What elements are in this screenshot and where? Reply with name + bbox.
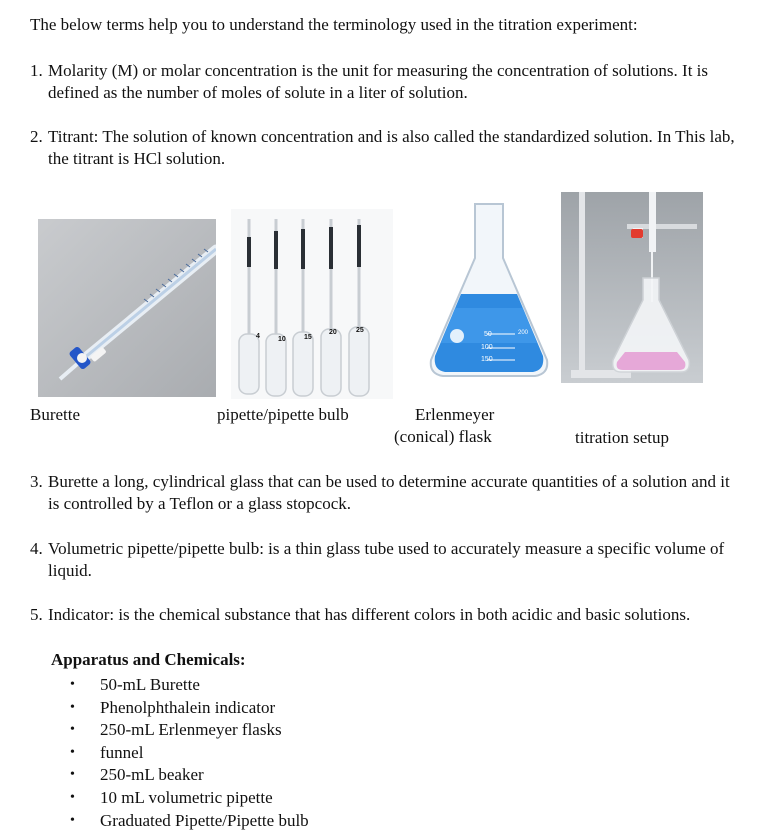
list-item <box>50 697 450 720</box>
pipette-label: 15 <box>304 334 312 341</box>
list-item <box>50 787 450 810</box>
list-item-text: 10 mL volumetric pipette <box>100 787 273 807</box>
list-item <box>50 810 450 832</box>
pipette-caption: pipette/pipette bulb <box>217 405 349 424</box>
list-item <box>50 764 450 787</box>
term-text: Volumetric pipette/pipette bulb: is a thin glass tube used to accurately measure a specific volume of liquid. <box>48 539 725 580</box>
flask-caption-line1: Erlenmeyer <box>415 405 495 424</box>
flask-label: 50 <box>484 331 492 338</box>
flask-label: 200 <box>518 330 529 336</box>
term-titrant <box>30 126 742 170</box>
burette-image <box>38 219 216 397</box>
term-number: 5. <box>30 605 43 624</box>
list-item-text: Graduated Pipette/Pipette bulb <box>100 810 309 830</box>
pipette-label: 10 <box>278 336 286 343</box>
flask-logo-icon <box>450 329 464 343</box>
term-indicator <box>30 604 742 626</box>
setup-caption: titration setup <box>575 428 669 447</box>
term-text: Titrant: The solution of known concentration and is also called the standardized solution. In This lab, the titrant is HCl solution. <box>48 127 735 168</box>
setup-image <box>561 192 703 383</box>
term-number: 1. <box>30 61 43 80</box>
bullet: • <box>70 767 75 783</box>
apparatus-list <box>50 674 450 832</box>
pipette-label: 20 <box>329 329 337 336</box>
bullet: • <box>70 744 75 760</box>
list-item-text: 50-mL Burette <box>100 675 200 694</box>
burette-caption: Burette <box>30 405 81 424</box>
term-number: 4. <box>30 539 43 558</box>
list-item-text: funnel <box>100 742 144 762</box>
term-molarity <box>30 60 742 104</box>
pipette-label: 4 <box>256 333 260 340</box>
list-item <box>50 674 450 697</box>
bullet: • <box>70 677 75 692</box>
term-number: 3. <box>30 472 43 491</box>
term-text: Molarity (M) or molar concentration is the unit for measuring the concentration of solutions. It is defined as the number of moles of solute in a liter of solution. <box>48 61 709 102</box>
bullet: • <box>70 699 75 715</box>
pipettes-image <box>231 209 393 399</box>
flask-caption-line2: (conical) flask <box>394 427 492 446</box>
pipette-label: 25 <box>356 327 364 334</box>
list-item <box>50 742 450 765</box>
term-number: 2. <box>30 127 43 146</box>
setup-stopcock-icon <box>631 229 643 238</box>
term-text: Indicator: is the chemical substance that has different colors in both acidic and basic solutions. <box>48 605 691 624</box>
flask-label: 150 <box>481 356 493 363</box>
flask-label: 100 <box>481 344 493 351</box>
bullet: • <box>70 812 75 828</box>
bullet: • <box>70 789 75 805</box>
list-item-text: Phenolphthalein indicator <box>100 697 276 717</box>
term-text: Burette a long, cylindrical glass that can be used to determine accurate quantities of a solution and it is controlled by a Teflon or a glass stopcock. <box>48 472 730 513</box>
list-item <box>50 719 450 742</box>
intro-text: The below terms help you to understand the terminology used in the titration experiment: <box>30 15 638 34</box>
term-pipette <box>30 538 742 582</box>
list-item-text: 250-mL beaker <box>100 765 204 785</box>
bullet: • <box>70 722 75 738</box>
apparatus-heading: Apparatus and Chemicals: <box>51 650 246 669</box>
term-burette <box>30 471 742 515</box>
list-item-text: 250-mL Erlenmeyer flasks <box>100 720 282 740</box>
